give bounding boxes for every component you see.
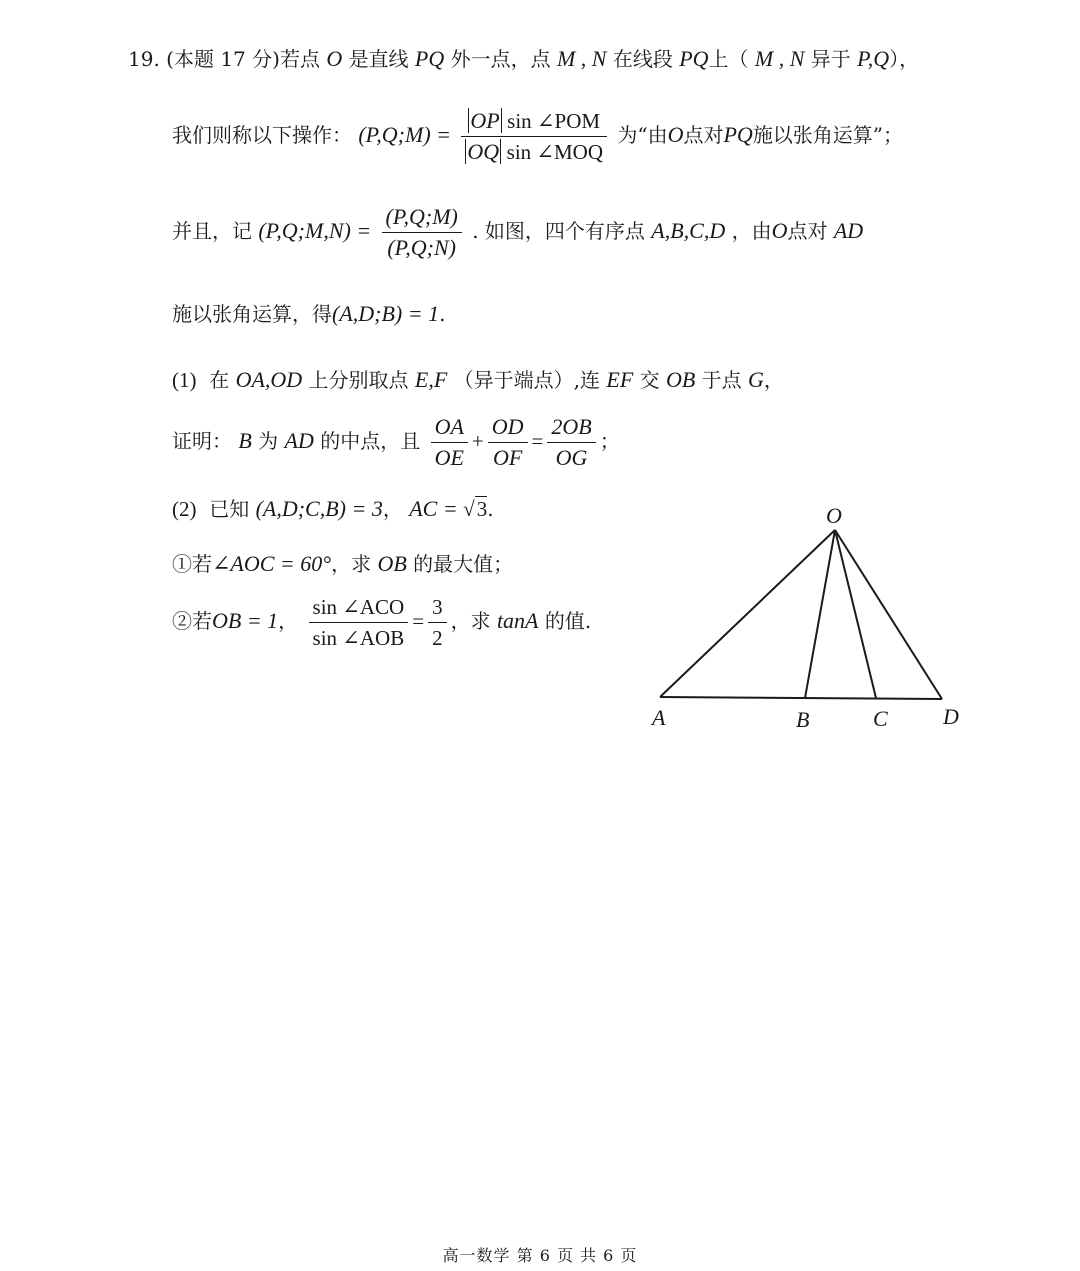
sin-moq: sin ∠MOQ (506, 140, 603, 164)
q1-text: ，求 (331, 552, 372, 576)
intro-text: 是直线 (348, 47, 409, 71)
definition-line (172, 106, 903, 167)
math-ad: AD (284, 428, 314, 453)
numerator: 2OB (547, 412, 595, 443)
math-mn: M , N (754, 46, 805, 71)
math-g: G (748, 367, 764, 392)
segment-ad (660, 697, 942, 699)
math-o: O (771, 218, 788, 243)
label-o: O (826, 503, 842, 528)
sin-pom: sin ∠POM (507, 109, 601, 133)
page-footer: 高一数学 第 6 页 共 6 页 (442, 1246, 638, 1265)
segment-oc (835, 530, 876, 698)
math-ob: OB (377, 551, 407, 576)
q1-angle: ∠AOC = 60° (212, 551, 332, 576)
definition-lead: 我们则称以下操作： (172, 123, 352, 147)
notation-line (172, 202, 863, 263)
part2-label: (2) (172, 497, 197, 521)
label-c: C (873, 706, 888, 731)
math-p-q: P,Q (857, 46, 890, 71)
notation-tail: ，由 (731, 219, 772, 243)
part2-line: (2) 已知 (A,D;C,B) = 3， AC = √3. (172, 496, 494, 521)
math-pq: PQ (414, 46, 445, 71)
prove-end: ； (599, 429, 620, 453)
part1-text: 在 (209, 368, 230, 392)
math-e-f: E,F (414, 367, 448, 392)
fraction-sin-ratio (309, 592, 409, 653)
part1-text: ， (763, 368, 784, 392)
math-ac: AC = (409, 496, 464, 521)
notation-lead: 并且，记 (172, 219, 252, 243)
q1-text: 的最大值； (413, 552, 514, 576)
part1-text: 于点 (701, 368, 742, 392)
fraction-three-halves (428, 592, 447, 653)
segment-od (835, 530, 942, 699)
numerator: OA (431, 412, 468, 443)
part1-line (172, 366, 784, 394)
definition-lhs: (P,Q;M) = (358, 122, 451, 147)
denominator: OF (492, 445, 523, 470)
given-line (172, 300, 445, 328)
problem-number: 19. (128, 47, 160, 71)
math-b: B (238, 428, 252, 453)
part1-text: （异于端点）,连 (453, 368, 601, 392)
subquestion-2 (172, 592, 591, 653)
definition-tail: 施以张角运算”； (752, 123, 904, 147)
part1-label: (1) (172, 368, 197, 392)
q1-mark: ①若 (172, 552, 212, 576)
intro-text: ）， (889, 47, 920, 71)
q2-text: ，求 (450, 609, 491, 633)
part2-text: ， (382, 497, 403, 521)
q2-mark: ②若 (172, 609, 212, 633)
definition-fraction (461, 106, 607, 167)
notation-tail: . 如图，四个有序点 (472, 219, 645, 243)
math-pq: PQ (679, 46, 709, 71)
part2-expression: (A,D;C,B) = 3 (255, 496, 383, 521)
equals-sign: = (412, 609, 425, 633)
label-d: D (943, 704, 959, 729)
problem-header-line (128, 45, 919, 73)
notation-tail: 点对 (787, 219, 828, 243)
math-abcd: A,B,C,D (651, 218, 726, 243)
denominator: OG (555, 445, 588, 470)
subquestion-1 (172, 550, 513, 578)
numerator: 3 (428, 592, 447, 623)
math-tan-a: tanA (496, 608, 539, 633)
notation-lhs: (P,Q;M,N) = (258, 218, 372, 243)
part1-text: 交 (639, 368, 660, 392)
intro-text: 异于 (810, 47, 851, 71)
problem-points: (本题 17 分) (166, 47, 280, 71)
q2-ob: OB = 1 (212, 608, 279, 633)
fraction-od-of (488, 412, 528, 473)
numerator: OD (488, 412, 528, 443)
label-a: A (652, 705, 666, 730)
denominator: sin ∠AOB (312, 626, 405, 650)
math-ob: OB (665, 367, 696, 392)
q2-text: 的值. (544, 609, 592, 633)
sqrt-value: 3 (476, 497, 488, 521)
denominator: OE (434, 445, 464, 470)
definition-tail: 为“由 (617, 123, 668, 147)
math-oa-od: OA,OD (235, 367, 303, 392)
part2-end: . (487, 497, 494, 521)
equals-sign: = (531, 429, 544, 453)
abs-op: OP (470, 108, 500, 133)
prove-text: 为 (258, 429, 279, 453)
part2-text: 已知 (209, 497, 250, 521)
notation-fraction (382, 202, 462, 263)
prove-lead: 证明： (172, 429, 232, 453)
part1-text: 上分别取点 (308, 368, 409, 392)
triangle-figure (640, 495, 980, 745)
plus-sign: + (471, 429, 484, 453)
numerator: sin ∠ACO (309, 592, 409, 623)
given-lead: 施以张角运算，得 (172, 302, 332, 326)
notation-numerator: (P,Q;M) (382, 202, 462, 233)
label-b: B (796, 707, 810, 732)
math-o: O (326, 46, 343, 71)
fraction-2ob-og (547, 412, 595, 473)
definition-tail: 点对 (683, 123, 724, 147)
fraction-oa-oe (431, 412, 468, 473)
q2-text: ， (278, 609, 299, 633)
intro-text: 外一点，点 (450, 47, 551, 71)
given-expression: (A,D;B) = 1 (332, 301, 440, 326)
math-ef: EF (606, 367, 634, 392)
given-end: . (439, 302, 446, 326)
abs-oq: OQ (467, 139, 500, 164)
denominator: 2 (432, 626, 443, 650)
math-o: O (667, 122, 684, 147)
prove-line (172, 412, 620, 473)
math-pq: PQ (723, 122, 753, 147)
intro-text: 在线段 (612, 47, 673, 71)
math-ad: AD (833, 218, 864, 243)
intro-text: 若点 (279, 47, 320, 71)
intro-text: 上（ (708, 47, 749, 71)
prove-text: 的中点，且 (320, 429, 421, 453)
notation-denominator: (P,Q;N) (387, 235, 457, 260)
math-mn: M , N (556, 46, 607, 71)
